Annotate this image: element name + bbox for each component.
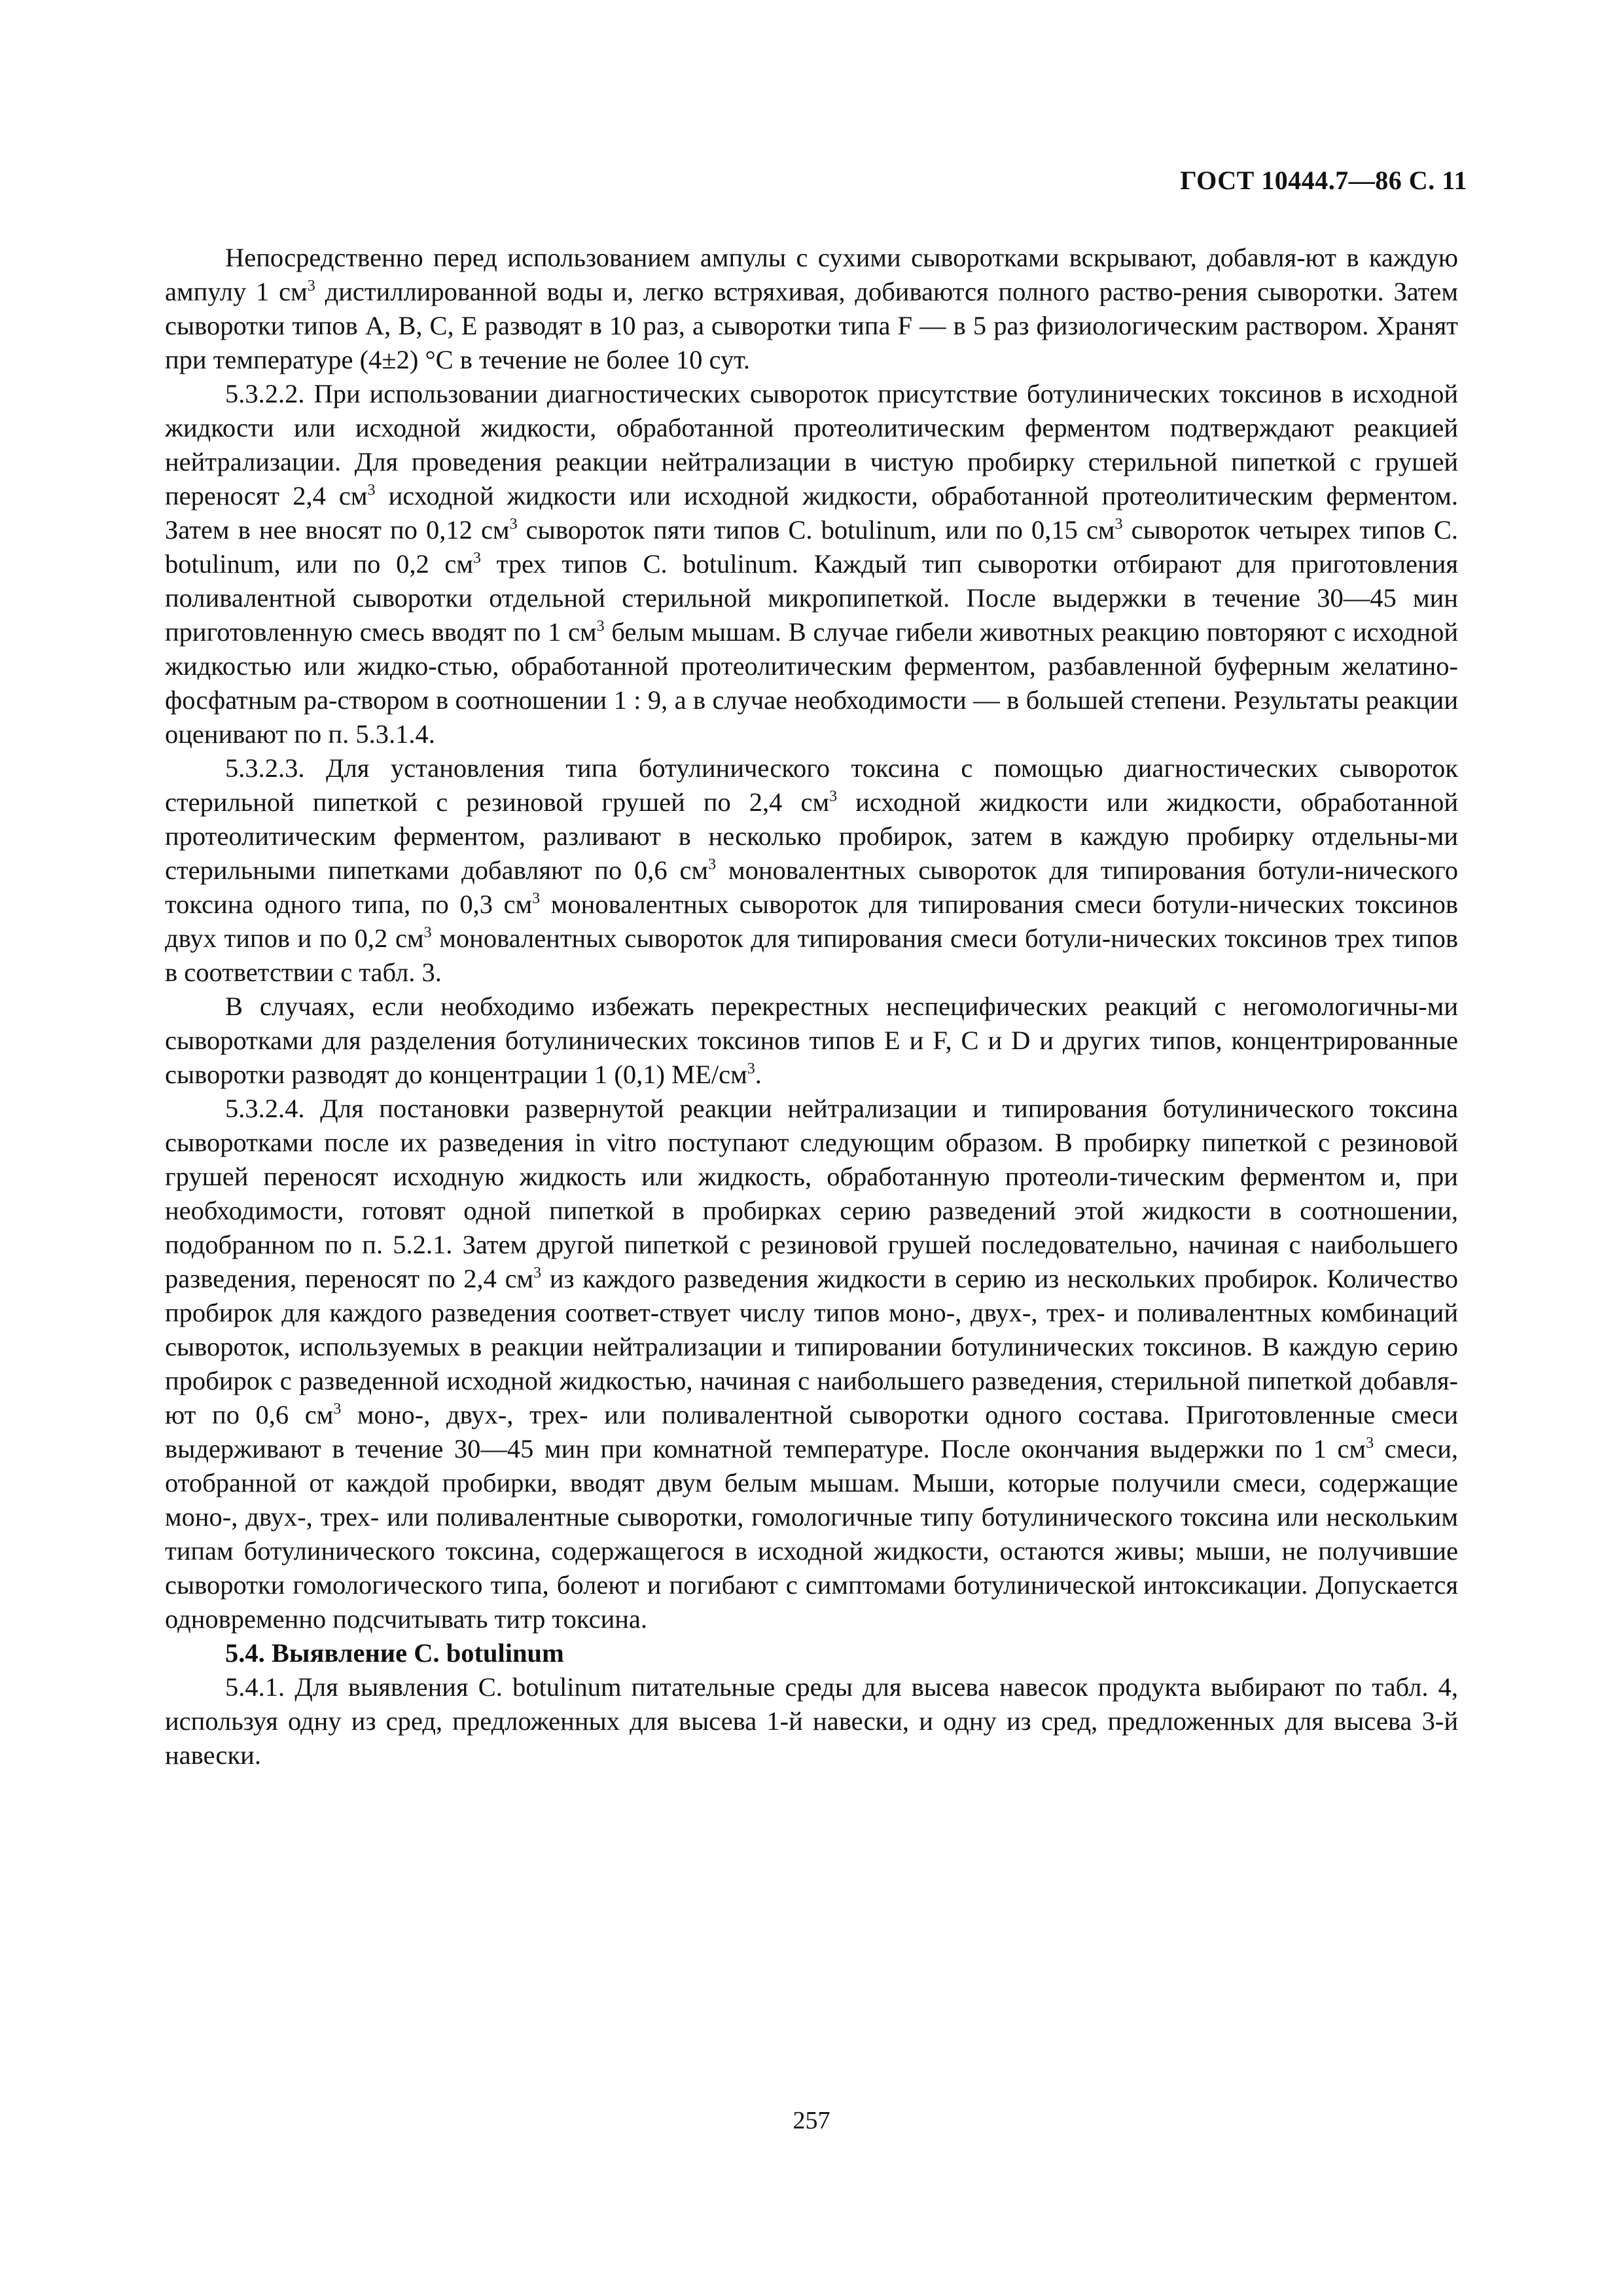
paragraph-serum-preparation: Непосредственно перед использованием ампулы с сухими сыворотками вскрывают, добавля-ют в каждую ампулу 1 $см^3$ дистиллированной воды и, легко встряхивая, добиваются полного раство-рения сыворотки. Затем сыворотки типов А, В, С, Е разводят в 10 раз, а сыворотки типа F — в 5 раз физиологическим раствором. Хранят при температуре (4±2) °С в течение не более 10 сут. (165, 243, 1458, 374)
section-heading-5-4: 5.4. Выявление C. botulinum (225, 1638, 564, 1668)
page-number: 257 (793, 2107, 830, 2134)
paragraph-cross-reactions: В случаях, если необходимо избежать перекрестных неспецифических реакций с негомологичны-ми сыворотками для разделения ботулинических токсинов типов Е и F, С и D и других типов, концентрированные сыворотки разводят до концентрации 1 (0,1) $МЕ/см^3$. (165, 992, 1458, 1089)
paragraph-5-4-1: 5.4.1. Для выявления С. botulinum питательные среды для высева навесок продукта выбирают по табл. 4, используя одну из сред, предложенных для высева 1-й навески, и одну из сред, предложенных для высева 3-й навески. (165, 1672, 1458, 1770)
paragraph-5-3-2-2: 5.3.2.2. При использовании диагностических сывороток присутствие ботулинических токсинов в исходной жидкости или исходной жидкости, обработанной протеолитическим ферментом подтверждают реакцией нейтрализации. Для проведения реакции нейтрализации в чистую пробирку стерильной пипеткой с грушей переносят 2,4 $см^3$ исходной жидкости или исходной жидкости, обработанной протеолитическим ферментом. Затем в нее вносят по 0,12 $см^3$ сывороток пяти типов С. botulinum, или по 0,15 $см^3$ сывороток четырех типов С. botulinum, или по 0,2 $см^3$ трех типов С. botulinum. Каждый тип сыворотки отбирают для приготовления поливалентной сыворотки отдельной стерильной микропипеткой. После выдержки в течение 30—45 мин приготовленную смесь вводят по 1 $см^3$ белым мышам. В случае гибели животных реакцию повторяют с исходной жидкостью или жидко-стью, обработанной протеолитическим ферментом, разбавленной буферным желатино-фосфатным ра-створом в соотношении 1 : 9, а в случае необходимости — в большей степени. Результаты реакции оценивают по п. 5.3.1.4. (165, 379, 1459, 749)
page-header: ГОСТ 10444.7—86 С. 11 (1180, 166, 1467, 195)
document-body (165, 241, 1458, 1772)
paragraph-5-3-2-4: 5.3.2.4. Для постановки развернутой реакции нейтрализации и типирования ботулинического токсина сыворотками после их разведения in vitro поступают следующим образом. В пробирку пипеткой с резиновой грушей переносят исходную жидкость или жидкость, обработанную протеоли-тическим ферментом и, при необходимости, готовят одной пипеткой в пробирках серию разведений этой жидкости в соотношении, подобранном по п. 5.2.1. Затем другой пипеткой с резиновой грушей последовательно, начиная с наибольшего разведения, переносят по 2,4 $см^3$ из каждого разведения жидкости в серию из нескольких пробирок. Количество пробирок для каждого разведения соответ-ствует числу типов моно-, двух-, трех- и поливалентных комбинаций сывороток, используемых в реакции нейтрализации и типировании ботулинических токсинов. В каждую серию пробирок с разведенной исходной жидкостью, начиная с наибольшего разведения, стерильной пипеткой добавля-ют по 0,6 $см^3$ моно-, двух-, трех- или поливалентной сыворотки одного состава. Приготовленные смеси выдерживают в течение 30—45 мин при комнатной температуре. После окончания выдержки по 1 $см^3$ смеси, отобранной от каждой пробирки, вводят двум белым мышам. Мыши, которые получили смеси, содержащие моно-, двух-, трех- или поливалентные сыворотки, гомологичные типу ботулинического токсина или нескольким типам ботулинического токсина, содержащегося в исходной жидкости, остаются живы; мыши, не получившие сыворотки гомологического типа, болеют и погибают с симптомами ботулинической интоксикации. Допускается одновременно подсчитывать титр токсина. (165, 1094, 1458, 1634)
paragraph-5-3-2-3: 5.3.2.3. Для установления типа ботулинического токсина с помощью диагностических сывороток стерильной пипеткой с резиновой грушей по 2,4 $см^3$ исходной жидкости или жидкости, обработанной протеолитическим ферментом, разливают в несколько пробирок, затем в каждую пробирку отдельны-ми стерильными пипетками добавляют по 0,6 $см^3$ моновалентных сывороток для типирования ботули-нического токсина одного типа, по 0,3 $см^3$ моновалентных сывороток для типирования смеси ботули-нических токсинов двух типов и по 0,2 $см^3$ моновалентных сывороток для типирования смеси ботули-нических токсинов трех типов в соответствии с табл. 3. (165, 753, 1458, 987)
